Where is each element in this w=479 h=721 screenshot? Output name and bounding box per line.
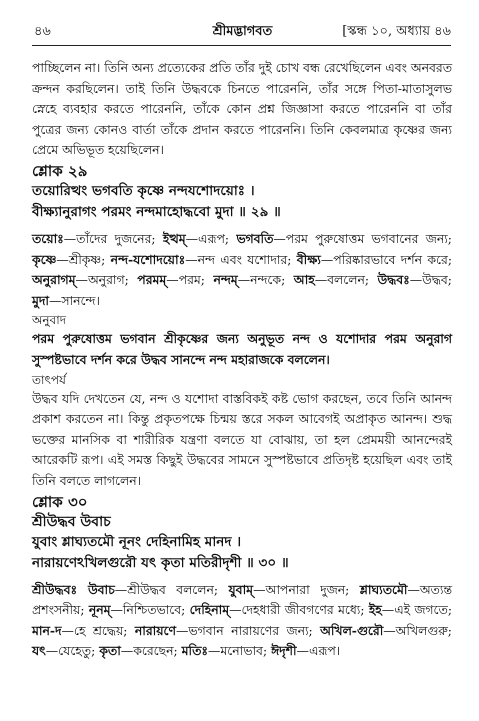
synonym-meaning: অত্যন্ত প্রশংসনীয়;: [32, 581, 452, 618]
synonym-word: শ্লাঘ্যতমৌ: [359, 581, 408, 597]
synonym-meaning: এরূপ।: [308, 643, 341, 659]
synonym-dash: —: [253, 581, 266, 597]
synonym-dash: —: [185, 251, 198, 267]
running-header: [34, 22, 451, 44]
verse-30-line-1: যুবাং শ্লাঘ্যতমৌ নূনং দেহিনামিহ মানদ ।: [32, 533, 242, 550]
synonym-word: বীক্ষ্য: [296, 251, 321, 267]
verse-29-line-2: বীক্ষ্যানুরাগং পরমং নন্দমাহোদ্ধবো মুদা ॥ ২৯ ॥: [32, 203, 281, 220]
header-rule: [32, 45, 451, 46]
synonym-meaning: তাঁদের দুজনের;: [76, 230, 163, 246]
synonym-dash: —: [381, 602, 395, 618]
verse-29-line-1: তয়োরিত্থং ভগবতি কৃষ্ণে নন্দযশোদয়োঃ ।: [32, 182, 255, 199]
verse-30-speaker: শ্রীউদ্ধব উবাচ: [32, 513, 111, 530]
synonym-meaning: পরম পুরুষোত্তম ভগবানের জন্য;: [285, 230, 452, 246]
synonym-dash: —: [409, 272, 423, 288]
synonym-word: যৎ: [32, 643, 46, 659]
verse-30-line-2: নারায়ণেঽখিলগুরৌ যৎ কৃতা মতিরীদৃশী ॥ ৩০ ॥: [32, 554, 289, 571]
page-number: ৪৬: [34, 24, 51, 39]
synonym-word: আহ: [293, 272, 315, 288]
synonym-meaning: এরূপ;: [198, 230, 237, 246]
verse-29-synonyms: [32, 229, 452, 311]
synonym-meaning: এই জগতে;: [394, 602, 453, 618]
verse-29-purport: উদ্ধব যদি দেখতেন যে, নন্দ ও যশোদা বাস্তবিকই কষ্ট ভোগ করছেন, তবে তিনি আনন্দ প্রকাশ করতেন না। কিন্তু প্রকৃতপক্ষে চিন্ময় স্তরে সকল আবেগই অপ্রাকৃত আনন্দ। শুদ্ধ ভক্তের মানসিক বা শারীরিক যন্ত্রণা বলতে যা বোঝায়, তা হল প্রেমময়ী আনন্দেরই আরেকটি রূপ। এই সমস্ত কিছুই উদ্ধবের সামনে সুস্পষ্টভাবে প্রতিদৃষ্ট হয়েছিল এবং তাই তিনি বলতে লাগলেন।: [32, 390, 452, 488]
synonym-word: ভগবতি: [236, 230, 274, 246]
synonym-meaning: হে শ্রদ্ধেয়;: [73, 622, 135, 638]
synonym-meaning: পরম;: [178, 272, 214, 288]
verse-30-label: শ্লোক ৩০: [32, 492, 88, 511]
synonym-dash: —: [114, 581, 128, 597]
synonym-dash: —: [207, 643, 221, 659]
synonym-dash: —: [63, 230, 77, 246]
synonym-meaning: উদ্ধব;: [422, 272, 452, 288]
synonym-meaning: নিশ্চিতভাবে;: [122, 602, 190, 618]
synonym-word: তয়োঃ: [32, 230, 64, 246]
verse-30-synonyms: [32, 580, 452, 662]
synonym-meaning: মনোভাব;: [220, 643, 272, 659]
synonym-word: নূনম্: [88, 602, 111, 618]
synonym-dash: —: [314, 272, 328, 288]
synonym-meaning: করেছেন;: [133, 643, 182, 659]
synonym-dash: —: [229, 602, 242, 618]
synonym-dash: —: [176, 622, 189, 638]
synonym-dash: —: [45, 643, 59, 659]
translation-heading: অনুবাদ: [32, 313, 67, 328]
synonym-meaning: নন্দ এবং যশোদার;: [197, 251, 297, 267]
synonym-word: উদ্ধবঃ: [377, 272, 410, 288]
purport-heading: তাৎপর্য: [32, 372, 66, 387]
verse-29-label: শ্লোক ২৯: [32, 161, 88, 180]
synonym-meaning: যেহেতু;: [58, 643, 100, 659]
synonym-meaning: দেহধারী জীবগণের মধ্যে;: [241, 602, 369, 618]
synonym-dash: —: [75, 272, 88, 288]
synonym-meaning: আপনারা দুজন;: [265, 581, 360, 597]
synonym-word: ইত্থম্: [162, 230, 186, 246]
synonym-meaning: ভগবান নারায়ণের জন্য;: [188, 622, 321, 638]
synonym-word: যুবাম্: [228, 581, 254, 597]
synonym-word: নন্দম্: [213, 272, 238, 288]
section-reference: [স্কন্ধ ১০, অধ্যায় ৪৬: [342, 24, 451, 39]
synonym-word: দেহিনাম্: [189, 602, 230, 618]
synonym-word: নন্দ-যশোদয়োঃ: [110, 251, 186, 267]
synonym-dash: —: [237, 272, 251, 288]
synonym-word: নারায়ণে: [134, 622, 177, 638]
synonym-meaning: বললেন;: [327, 272, 378, 288]
synonym-word: কৃষ্ণে: [32, 251, 57, 267]
synonym-dash: —: [48, 292, 62, 308]
synonym-word: পরমম্: [137, 272, 167, 288]
synonym-dash: —: [383, 622, 396, 638]
synonym-dash: —: [185, 230, 199, 246]
synonym-meaning: অখিলগুরু;: [395, 622, 452, 638]
book-title: শ্রীমদ্ভাগবত: [212, 24, 273, 39]
intro-paragraph: পাচ্ছিলেন না। তিনি অন্য প্রত্যেকের প্রতি তাঁর দুই চোখ বন্ধ রেখেছিলেন এবং অনবরত ক্রন্দন করছিলেন। তাই তিনি উদ্ধবকে চিনতে পারেননি, তাঁর সঙ্গে পিতা-মাতাসুলভ স্নেহে ব্যবহার করতে পারেননি, তাঁকে কোন প্রশ্ন জিজ্ঞাসা করতে পারেননি বা তাঁর পুত্রের জন্য কোনও বার্তা তাঁকে প্রদান করতে পারেননি। তিনি কেবলমাত্র কৃষ্ণের জন্য প্রেমে অভিভূত হয়েছিলেন।: [32, 60, 452, 158]
synonym-word: কৃতা: [99, 643, 121, 659]
synonym-meaning: অনুরাগ;: [87, 272, 138, 288]
synonym-meaning: সানন্দে।: [61, 292, 100, 308]
synonym-dash: —: [110, 602, 123, 618]
synonym-word: মুদা: [32, 292, 49, 308]
synonym-word: ঈদৃশী: [271, 643, 297, 659]
synonym-word: মান-দ: [32, 622, 62, 638]
synonym-meaning: শ্রীকৃষ্ণ;: [68, 251, 111, 267]
synonym-dash: —: [296, 643, 309, 659]
synonym-dash: —: [407, 581, 420, 597]
synonym-word: শ্রীউদ্ধবঃ উবাচ: [32, 581, 115, 597]
synonym-dash: —: [273, 230, 286, 246]
synonym-word: অখিল-গুরৌ: [320, 622, 384, 638]
synonym-dash: —: [166, 272, 179, 288]
synonym-word: অনুরাগম্: [32, 272, 76, 288]
synonym-dash: —: [56, 251, 69, 267]
page-body: [32, 58, 452, 662]
synonym-meaning: নন্দকে;: [250, 272, 294, 288]
synonym-word: ইহ: [368, 602, 382, 618]
synonym-dash: —: [120, 643, 134, 659]
synonym-word: মতিঃ: [181, 643, 208, 659]
synonym-meaning: পরিষ্কারভাবে দর্শন করে;: [333, 251, 452, 267]
verse-29-translation: পরম পুরুষোত্তম ভগবান শ্রীকৃষ্ণের জন্য অনুভূত নন্দ ও যশোদার পরম অনুরাগ সুস্পষ্টভাবে দর্শন করে উদ্ধব সানন্দে নন্দ মহারাজকে বললেন।: [32, 331, 452, 367]
synonym-dash: —: [61, 622, 74, 638]
synonym-meaning: শ্রীউদ্ধব বললেন;: [127, 581, 229, 597]
synonym-dash: —: [320, 251, 334, 267]
